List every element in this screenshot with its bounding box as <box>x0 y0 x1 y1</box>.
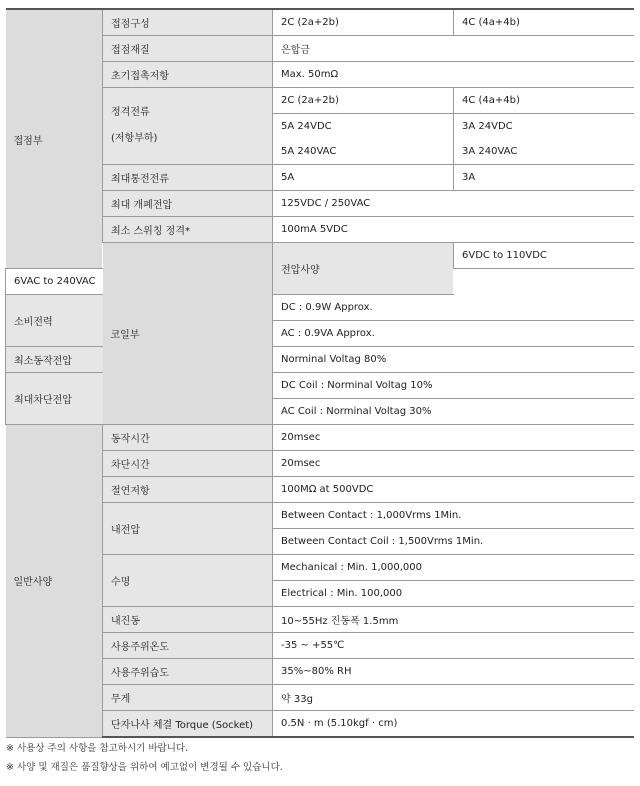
cell-value: -35 ~ +55℃ <box>273 633 634 659</box>
cell-value: Mechanical : Min. 1,000,000 <box>273 555 634 581</box>
cell-value: Between Contact Coil : 1,500Vrms 1Min. <box>273 529 634 555</box>
row-label: 최대차단전압 <box>6 373 103 425</box>
cell-value: Norminal Voltag 80% <box>273 347 634 373</box>
table-row <box>6 295 634 321</box>
row-label: 접점구성 <box>103 9 273 36</box>
spec-table <box>5 8 634 738</box>
row-label: 사용주위온도 <box>103 633 273 659</box>
cell-value: 5A 24VDC <box>273 114 454 140</box>
cell-value: 5A 240VAC <box>273 139 454 165</box>
row-label-sub: (저항부하) <box>111 133 158 144</box>
cell-value: 4C (4a+4b) <box>454 9 634 36</box>
cell-value: 은합금 <box>273 36 634 62</box>
cell-value: 6VAC to 240VAC <box>6 269 273 295</box>
row-label: 정격전류 <box>111 107 150 118</box>
footnote: ※ 사용상 주의 사항을 참고하시기 바랍니다. <box>6 743 189 754</box>
group-label-coil: 코일부 <box>103 243 273 425</box>
row-label: 무게 <box>103 685 273 711</box>
cell-value: 20msec <box>273 425 634 451</box>
table-row <box>6 373 634 399</box>
cell-value: AC Coil : Norminal Voltag 30% <box>273 399 634 425</box>
row-label: 최소동작전압 <box>6 347 103 373</box>
cell-value: 3A <box>454 165 634 191</box>
cell-value: 100MΩ at 500VDC <box>273 477 634 503</box>
cell-value: 0.5N · m (5.10kgf · cm) <box>273 711 634 738</box>
row-label: 사용주위습도 <box>103 659 273 685</box>
row-label: 전압사양 <box>273 243 454 295</box>
row-label-rated-current <box>103 88 273 165</box>
cell-value: 5A <box>273 165 454 191</box>
row-label: 최대 개폐전압 <box>103 191 273 217</box>
row-label: 내진동 <box>103 607 273 633</box>
row-label: 차단시간 <box>103 451 273 477</box>
row-label: 내전압 <box>103 503 273 555</box>
cell-value: 4C (4a+4b) <box>454 88 634 114</box>
footnote: ※ 사양 및 재질은 품질향상을 위하여 예고없이 변경될 수 있습니다. <box>6 762 283 773</box>
cell-value: 약 33g <box>273 685 634 711</box>
cell-value: 125VDC / 250VAC <box>273 191 634 217</box>
cell-value: 2C (2a+2b) <box>273 88 454 114</box>
row-label: 절연저항 <box>103 477 273 503</box>
cell-value: 10~55Hz 진동폭 1.5mm <box>273 607 634 633</box>
cell-value: 6VDC to 110VDC <box>454 243 634 269</box>
cell-value: 3A 240VAC <box>454 139 634 165</box>
cell-value: Electrical : Min. 100,000 <box>273 581 634 607</box>
row-label: 단자나사 체결 Torque (Socket) <box>103 711 273 738</box>
row-label: 최소 스위칭 정격* <box>103 217 273 243</box>
group-label-contact: 접점부 <box>6 9 103 269</box>
cell-value: 2C (2a+2b) <box>273 9 454 36</box>
cell-value: Between Contact : 1,000Vrms 1Min. <box>273 503 634 529</box>
cell-value: Max. 50mΩ <box>273 62 634 88</box>
cell-value: 20msec <box>273 451 634 477</box>
cell-value: 3A 24VDC <box>454 114 634 140</box>
row-label: 최대통전전류 <box>103 165 273 191</box>
row-label: 접점재질 <box>103 36 273 62</box>
row-label: 수명 <box>103 555 273 607</box>
group-label-general: 일반사양 <box>6 425 103 738</box>
row-label: 초기접촉저항 <box>103 62 273 88</box>
cell-value: AC : 0.9VA Approx. <box>273 321 634 347</box>
footnotes <box>6 739 283 777</box>
table-row <box>6 347 634 373</box>
table-row <box>6 425 634 451</box>
row-label: 동작시간 <box>103 425 273 451</box>
row-label: 소비전력 <box>6 295 103 347</box>
cell-value: DC : 0.9W Approx. <box>273 295 634 321</box>
cell-value: DC Coil : Norminal Voltag 10% <box>273 373 634 399</box>
cell-value: 35%~80% RH <box>273 659 634 685</box>
cell-value: 100mA 5VDC <box>273 217 634 243</box>
table-row <box>6 9 634 36</box>
